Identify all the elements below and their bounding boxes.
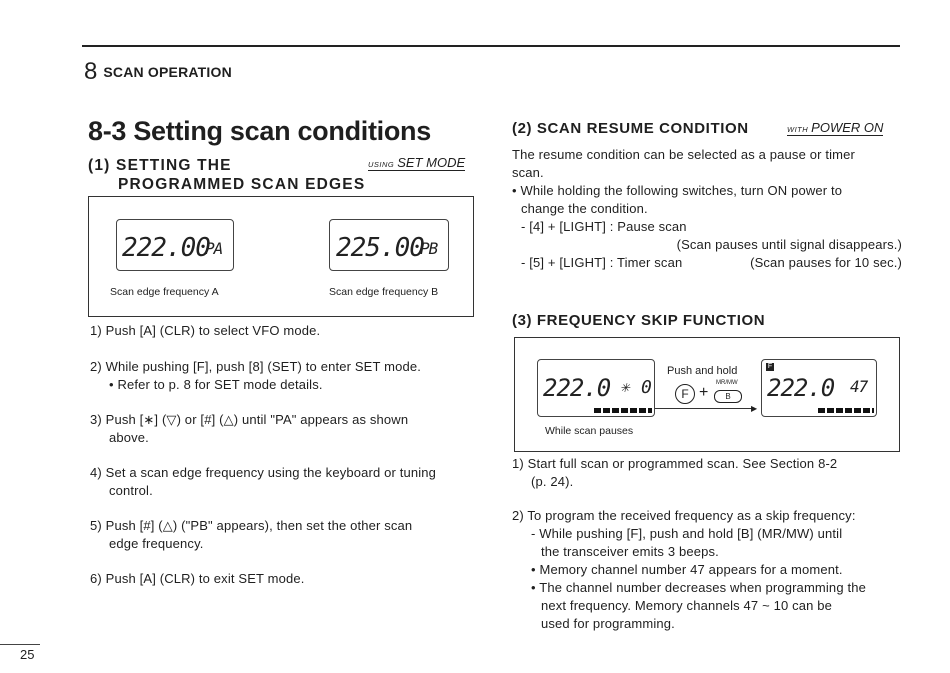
display-right-channel: 47 [850, 377, 868, 396]
f-indicator-icon: F [767, 363, 773, 370]
lcd-display-right [761, 359, 877, 417]
key-f-icon [675, 384, 695, 404]
step-3-text: 3) Push [∗] (▽) or [#] (△) until "PA" appears as shown [90, 412, 409, 427]
skip-step-1-line2: (p. 24). [531, 474, 574, 489]
subsection-1-line2: PROGRAMMED SCAN EDGES [118, 176, 366, 193]
subsection-1-heading [88, 156, 365, 194]
blink-icon: ✳ [620, 377, 629, 396]
skip-step-2-sub3-line2: next frequency. Memory channels 47 ~ 10 can be [541, 598, 833, 613]
lcd-display-a [116, 219, 234, 271]
key-f-label: F [681, 387, 689, 401]
power-on-label: POWER ON [811, 120, 884, 135]
s-meter-bar-right [818, 408, 874, 413]
key-b-label: B [725, 392, 731, 401]
scan-edge-figure [88, 196, 474, 317]
resume-intro-line2: scan. [512, 165, 544, 180]
resume-option-2: - [5] + [LIGHT] : Timer scan [521, 255, 683, 270]
section-title: 8-3 Setting scan conditions [88, 116, 431, 146]
step-6 [90, 570, 478, 588]
caption-a: Scan edge frequency A [110, 286, 219, 298]
page-number: 25 [20, 647, 35, 662]
display-left-channel: 0 [641, 377, 651, 398]
step-3-cont: above. [109, 430, 149, 445]
lcd-display-left [537, 359, 655, 417]
step-5-text: 5) Push [#] (△) ("PB" appears), then set the other scan [90, 518, 413, 533]
subsection-1-line1: (1) SETTING THE [88, 157, 232, 174]
step-4 [90, 464, 478, 500]
using-label: USING [368, 160, 395, 169]
display-a-mode: PA [205, 239, 223, 258]
plus-sign: + [699, 384, 709, 401]
resume-intro-line1: The resume condition can be selected as a pause or timer [512, 147, 855, 162]
push-hold-label: Push and hold [667, 365, 738, 377]
resume-heading: (2) SCAN RESUME CONDITION [512, 120, 749, 137]
skip-steps [512, 455, 902, 633]
display-b-freq: 225.00 [336, 233, 424, 263]
set-mode-label: SET MODE [397, 155, 466, 170]
resume-option-2-note: (Scan pauses for 10 sec.) [750, 255, 902, 270]
header-rule [82, 45, 900, 47]
lcd-display-b [329, 219, 449, 271]
skip-heading: (3) FREQUENCY SKIP FUNCTION [512, 312, 766, 329]
display-b-mode: PB [420, 239, 438, 258]
skip-step-2-sub2: • Memory channel number 47 appears for a moment. [531, 562, 843, 577]
key-b-icon [714, 390, 742, 403]
step-5 [90, 517, 478, 553]
chapter-number: 8 [84, 58, 98, 85]
display-a-freq: 222.00 [122, 233, 210, 263]
step-5-cont: edge frequency. [109, 536, 204, 551]
arrow-head-icon: ▶ [751, 404, 758, 413]
resume-section [512, 120, 902, 272]
key-b-caption: MR/MW [716, 380, 738, 386]
chapter-heading [84, 58, 232, 86]
skip-caption: While scan pauses [545, 425, 634, 437]
display-left-freq: 222.0 [543, 374, 611, 402]
arrow-line [655, 408, 755, 409]
step-1 [90, 322, 478, 340]
page-number-rule [0, 644, 40, 645]
skip-step-2-sub1-line1: - While pushing [F], push and hold [B] (MR/MW) until [531, 526, 843, 541]
step-4-text: 4) Set a scan edge frequency using the keyboard or tuning [90, 465, 437, 480]
step-2-note: • Refer to p. 8 for SET mode details. [109, 377, 323, 392]
step-2-text: 2) While pushing [F], push [8] (SET) to enter SET mode. [90, 359, 421, 374]
skip-step-2-sub1-line2: the transceiver emits 3 beeps. [541, 544, 719, 559]
display-right-freq: 222.0 [767, 374, 835, 402]
step-3 [90, 411, 478, 447]
power-on-tag [787, 120, 883, 136]
resume-bullet-line1: • While holding the following switches, turn ON power to [512, 183, 843, 198]
skip-step-2-sub3-line3: used for programming. [541, 616, 675, 631]
skip-figure [514, 337, 900, 452]
skip-step-1-line1: 1) Start full scan or programmed scan. See Section 8-2 [512, 456, 838, 471]
skip-step-2-sub3-line1: • The channel number decreases when programming the [531, 580, 866, 595]
step-4-cont: control. [109, 483, 153, 498]
step-2 [90, 358, 478, 394]
resume-option-1-note: (Scan pauses until signal disappears.) [676, 237, 902, 252]
set-mode-tag [368, 155, 465, 171]
step-1-text: 1) Push [A] (CLR) to select VFO mode. [90, 323, 321, 338]
with-label: WITH [787, 125, 809, 134]
chapter-title: SCAN OPERATION [103, 64, 232, 80]
step-6-text: 6) Push [A] (CLR) to exit SET mode. [90, 571, 305, 586]
s-meter-bar-left [594, 408, 652, 413]
resume-bullet-line2: change the condition. [521, 201, 648, 216]
skip-step-2-line1: 2) To program the received frequency as a skip frequency: [512, 508, 856, 523]
resume-option-1: - [4] + [LIGHT] : Pause scan [521, 219, 687, 234]
caption-b: Scan edge frequency B [329, 286, 439, 298]
